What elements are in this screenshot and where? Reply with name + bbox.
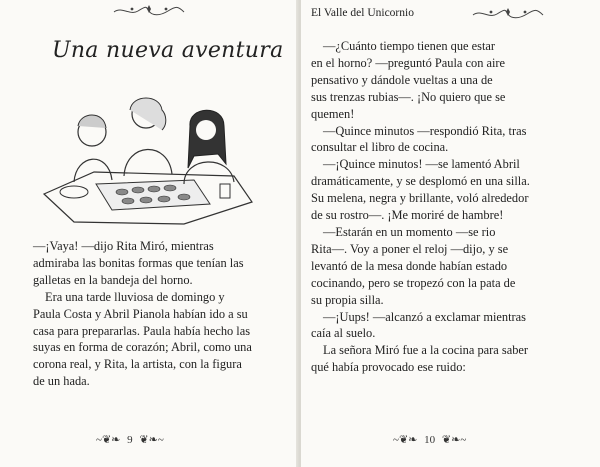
three-girls-baking-cookies-icon	[34, 84, 259, 234]
page-number: 10	[424, 434, 436, 446]
footer-ornament-icon: ~❦❧	[393, 434, 418, 446]
text-line: —¡Vaya! —dijo Rita Miró, mientras	[33, 239, 214, 253]
header-ornament-icon	[112, 4, 186, 22]
text-line: admiraba las bonitas formas que tenían las	[33, 255, 244, 270]
text-line: Su melena, negra y brillante, voló alrededor	[311, 191, 529, 206]
chapter-title: Una nueva aventura	[52, 38, 284, 63]
text-line: qué había provocado ese ruido:	[311, 360, 466, 375]
text-line: Era una tarde lluviosa de domingo y	[45, 289, 225, 304]
text-line: —¡Quince minutos! —se lamentó Abril	[323, 157, 520, 172]
text-line: Rita—. Voy a poner el reloj —dijo, y se	[311, 241, 509, 256]
text-line: caía al suelo.	[311, 326, 376, 341]
text-line: de su rostro—. ¡Me moriré de hambre!	[311, 208, 504, 223]
text-line: —¿Cuánto tiempo tienen que estar	[323, 39, 496, 53]
text-line: su propia silla.	[311, 292, 384, 307]
right-page-footer	[393, 433, 466, 446]
footer-ornament-icon: ❦❧~	[139, 434, 164, 446]
right-page-body-text	[311, 38, 581, 376]
text-line: —Quince minutos —respondió Rita, tras	[323, 123, 527, 138]
header-ornament-icon	[471, 7, 545, 25]
text-line: en el horno? —preguntó Paula con aire	[311, 55, 506, 70]
right-page	[301, 0, 600, 467]
page-header	[311, 7, 596, 23]
text-line: cocinando, pero se tropezó con la pata de	[311, 275, 516, 290]
text-line: —Estarán en un momento —se rio	[323, 224, 496, 239]
text-line: galletas en la bandeja del horno.	[33, 272, 193, 287]
text-line: consultar el libro de cocina.	[311, 140, 449, 155]
running-title: El Valle del Unicornio	[311, 7, 414, 19]
text-line: Paula Costa y Abril Pianola habían ido a su	[33, 306, 248, 321]
text-line: dramáticamente, y se desplomó en una silla.	[311, 174, 530, 189]
text-line: —¡Uups! —alcanzó a exclamar mientras	[323, 309, 526, 324]
text-line: La señora Miró fue a la cocina para saber	[323, 343, 529, 358]
text-line: levantó de la mesa donde habían estado	[311, 258, 508, 273]
footer-ornament-icon: ❦❧~	[441, 434, 467, 446]
footer-ornament-icon: ~❦❧	[96, 434, 121, 446]
left-page	[0, 0, 299, 467]
text-line: de un hada.	[33, 374, 90, 389]
text-line: pensativo y dándole vueltas a una de	[311, 72, 493, 87]
text-line: sus trenzas rubias—. ¡No quiero que se	[311, 89, 506, 104]
text-line: quemen!	[311, 106, 355, 121]
text-line: suyas en forma de corazón; Abril, como una	[33, 340, 252, 355]
text-line: corona real, y Rita, la artista, con la figura	[33, 357, 242, 372]
text-line: casa para prepararlas. Paula había hecho las	[33, 323, 251, 338]
left-page-footer	[96, 433, 164, 446]
page-number: 9	[127, 434, 133, 446]
left-page-body-text	[33, 238, 265, 390]
